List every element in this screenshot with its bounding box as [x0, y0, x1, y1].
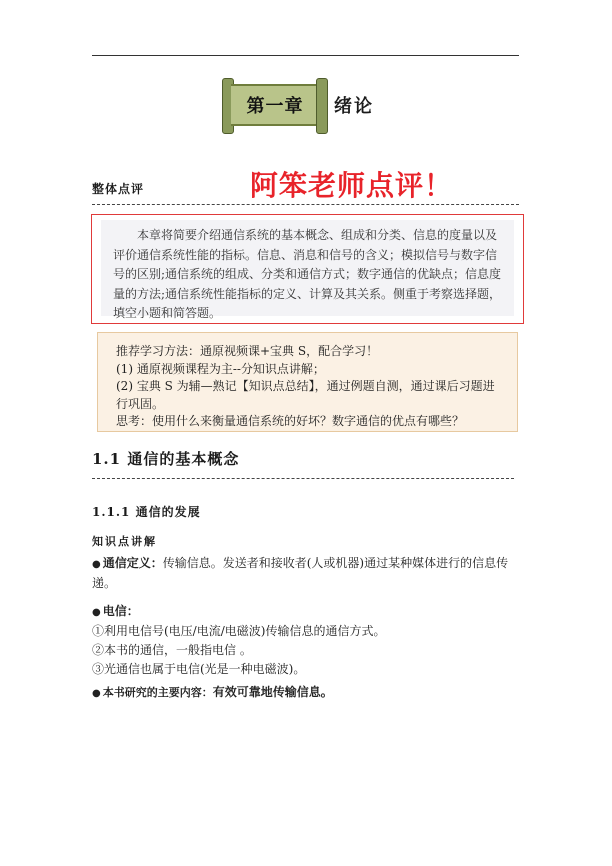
research-term: 本书研究的主要内容：	[102, 686, 213, 699]
chapter-title: 绪论	[334, 96, 374, 117]
teacher-comment-title: 阿笨老师点评！	[250, 169, 454, 202]
bullet-icon: ●	[92, 559, 101, 570]
telecom-item: ①利用电信号(电压/电流/电磁波)传输信息的通信方式。	[92, 624, 386, 638]
telecom-item: ③光通信也属于电信(光是一种电磁波)。	[92, 662, 306, 676]
chapter-label: 第一章	[246, 96, 304, 117]
study-method-box	[97, 332, 518, 432]
header-rule	[92, 55, 519, 56]
chapter-scroll-banner	[222, 78, 328, 132]
section-divider	[92, 478, 514, 479]
bullet-icon: ●	[92, 688, 101, 699]
definition-term: 通信定义：	[102, 556, 163, 570]
definition-paragraph	[92, 554, 522, 593]
telecom-term: 电信：	[102, 604, 139, 618]
scroll-rod-right	[316, 78, 328, 134]
definition-text: 传输信息。发送者和接收者(人或机器)通过某种媒体进行的信息传递。	[92, 556, 509, 590]
research-paragraph	[92, 683, 522, 703]
bullet-icon: ●	[92, 607, 101, 618]
section-title: 1.1 通信的基本概念	[92, 450, 240, 468]
method-line-2: (1) 通原视频课程为主--分知识点讲解；	[116, 361, 325, 376]
method-line-3: (2) 宝典 S 为辅—熟记【知识点总结】，通过例题自测，通过课后习题进行巩固。	[116, 379, 495, 411]
subsection-title: 1.1.1 通信的发展	[92, 505, 201, 519]
telecom-item: ②本书的通信，一般指电信 。	[92, 643, 252, 657]
telecom-paragraph	[92, 602, 522, 679]
overview-label: 整体点评	[92, 182, 145, 196]
research-text: 有效可靠地传输信息。	[212, 685, 333, 699]
method-line-1: 推荐学习方法：通原视频课+宝典 S，配合学习！	[116, 344, 379, 358]
scroll-paper	[231, 84, 319, 126]
method-line-4: 思考：使用什么来衡量通信系统的好坏？数字通信的优点有哪些？	[116, 414, 465, 428]
knowledge-points-label: 知识点讲解	[92, 535, 157, 548]
chapter-summary-text: 本章将简要介绍通信系统的基本概念、组成和分类、信息的度量以及评价通信系统性能的指标。信息、消息和信号的含义；模拟信号与数字信号的区别;通信系统的组成、分类和通信方式；数字通信的优缺点；信息度量的方法;通信系统性能指标的定义、计算及其关系。侧重于考察选择题，填空小题和简答题。	[101, 220, 514, 316]
chapter-summary-box	[91, 214, 524, 324]
overview-divider	[92, 204, 519, 205]
